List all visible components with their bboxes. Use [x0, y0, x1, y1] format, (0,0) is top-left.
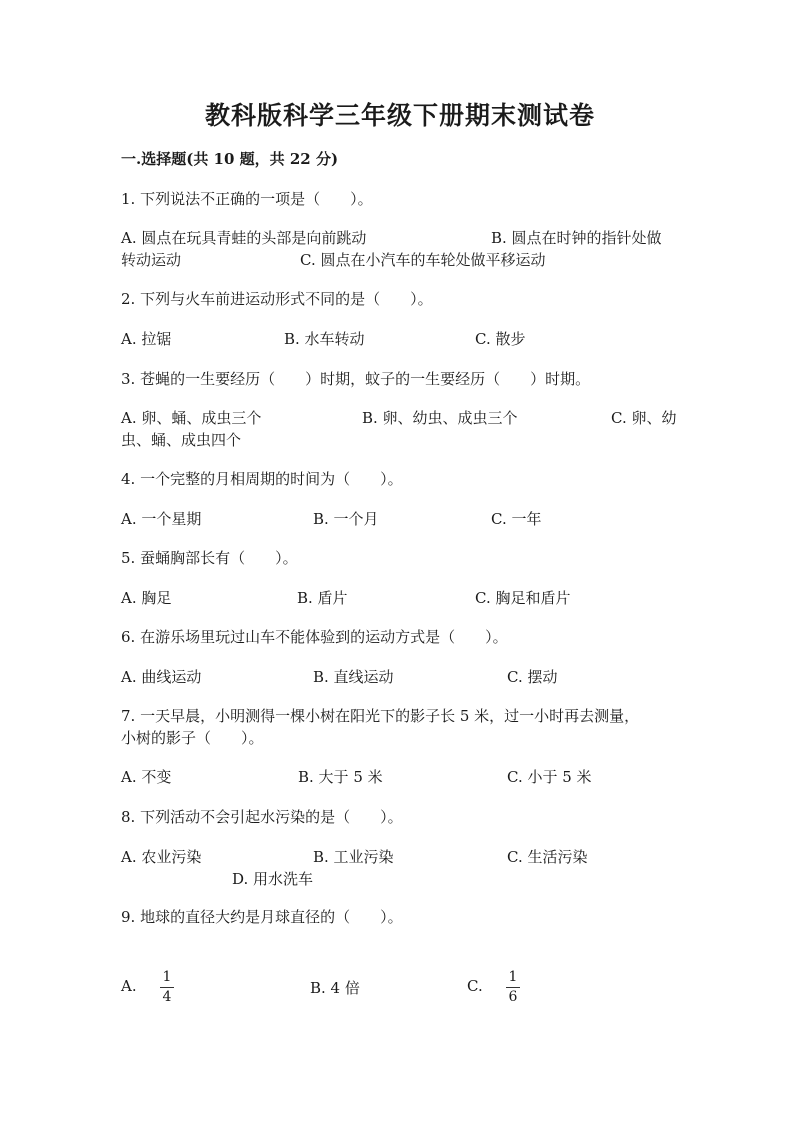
question-5-option-b: B. 盾片	[297, 589, 348, 607]
question-7-stem-cont: 小树的影子（ ）。	[121, 729, 264, 747]
question-2-option-a: A. 拉锯	[121, 330, 172, 348]
question-1-option-b: B. 圆点在时钟的指针处做	[491, 229, 662, 247]
question-6-option-b: B. 直线运动	[313, 668, 394, 686]
question-9-option-b: B. 4 倍	[310, 979, 360, 997]
question-8-option-a: A. 农业污染	[121, 848, 202, 866]
question-9-option-c: C.	[467, 977, 483, 995]
question-8-stem: 8. 下列活动不会引起水污染的是（ ）。	[121, 808, 403, 826]
question-2-option-c: C. 散步	[475, 330, 526, 348]
question-7-stem: 7. 一天早晨，小明测得一棵小树在阳光下的影子长 5 米，过一小时再去测量，	[121, 707, 640, 725]
question-1-option-c: C. 圆点在小汽车的车轮处做平移运动	[300, 251, 546, 269]
question-9-option-c-fraction	[506, 970, 520, 1005]
question-3-option-c: C. 卵、幼	[611, 409, 677, 427]
page-title: 教科版科学三年级下册期末测试卷	[204, 101, 595, 130]
question-9-stem: 9. 地球的直径大约是月球直径的（ ）。	[121, 908, 403, 926]
question-8-option-b: B. 工业污染	[313, 848, 394, 866]
question-1-option-b-cont: 转动运动	[121, 251, 182, 269]
question-1-stem: 1. 下列说法不正确的一项是（ ）。	[121, 190, 373, 208]
question-7-option-a: A. 不变	[121, 768, 172, 786]
question-5-option-a: A. 胸足	[121, 589, 172, 607]
fraction-denominator: 4	[162, 989, 172, 1005]
fraction-bar	[160, 987, 174, 988]
question-3-option-a: A. 卵、蛹、成虫三个	[121, 409, 262, 427]
question-8-option-c: C. 生活污染	[507, 848, 588, 866]
fraction-numerator: 1	[162, 969, 172, 985]
question-7-option-c: C. 小于 5 米	[507, 768, 592, 786]
section-heading: 一.选择题(共 10 题，共 22 分)	[121, 150, 339, 168]
question-9-option-a: A.	[121, 977, 137, 995]
question-7-option-b: B. 大于 5 米	[298, 768, 383, 786]
question-4-option-a: A. 一个星期	[121, 510, 202, 528]
question-6-option-a: A. 曲线运动	[121, 668, 202, 686]
question-5-stem: 5. 蚕蛹胸部长有（ ）。	[121, 549, 298, 567]
question-4-option-b: B. 一个月	[313, 510, 379, 528]
question-4-option-c: C. 一年	[491, 510, 542, 528]
question-3-option-b: B. 卵、幼虫、成虫三个	[362, 409, 518, 427]
question-1-option-a: A. 圆点在玩具青蛙的头部是向前跳动	[121, 229, 367, 247]
question-2-option-b: B. 水车转动	[284, 330, 365, 348]
question-2-stem: 2. 下列与火车前进运动形式不同的是（ ）。	[121, 290, 433, 308]
question-9-option-a-fraction	[160, 970, 174, 1005]
question-8-option-d: D. 用水洗车	[232, 870, 314, 888]
question-3-option-c-cont: 虫、蛹、成虫四个	[121, 431, 242, 449]
question-5-option-c: C. 胸足和盾片	[475, 589, 571, 607]
fraction-numerator: 1	[508, 969, 518, 985]
question-6-option-c: C. 摆动	[507, 668, 558, 686]
fraction-denominator: 6	[508, 989, 518, 1005]
question-4-stem: 4. 一个完整的月相周期的时间为（ ）。	[121, 470, 403, 488]
question-3-stem: 3. 苍蝇的一生要经历（ ）时期，蚊子的一生要经历（ ）时期。	[121, 370, 591, 388]
question-6-stem: 6. 在游乐场里玩过山车不能体验到的运动方式是（ ）。	[121, 628, 508, 646]
fraction-bar	[506, 987, 520, 988]
